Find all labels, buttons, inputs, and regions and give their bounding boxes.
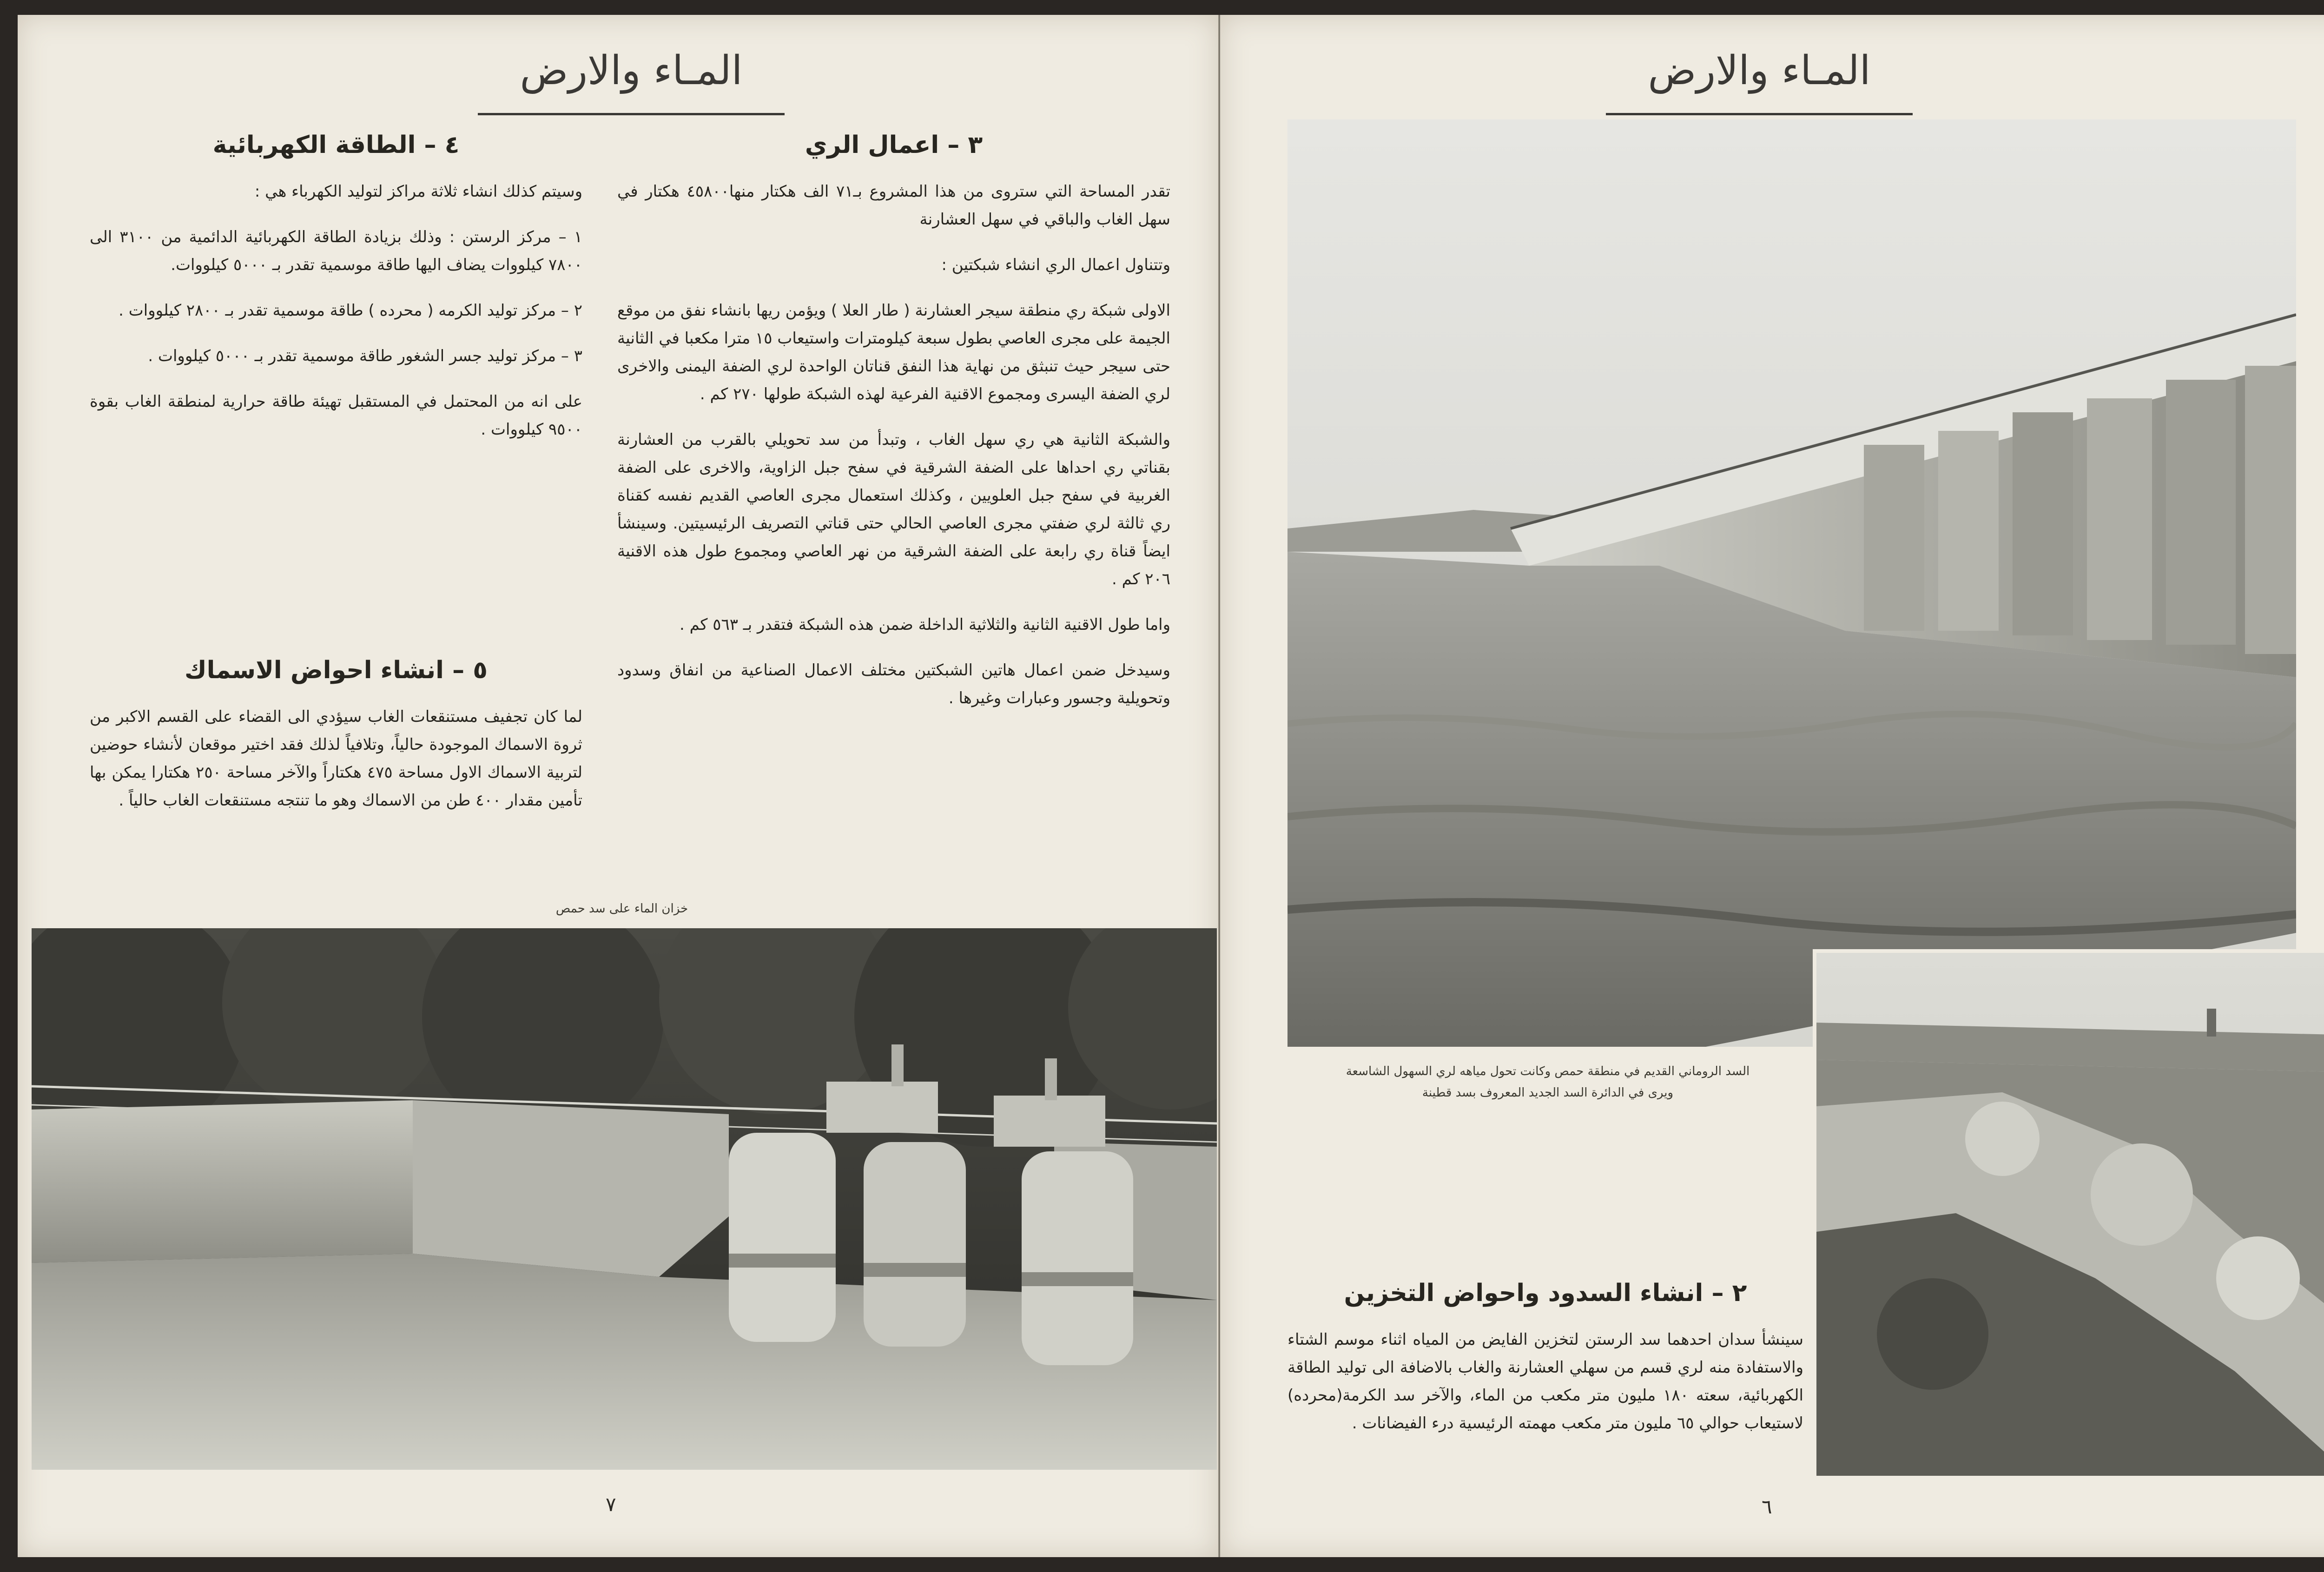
fish-title: ٥ – انشاء احواض الاسماك xyxy=(185,656,488,684)
page-number: ٦ xyxy=(1762,1495,1772,1518)
reservoir-photo xyxy=(32,928,1217,1470)
header-rule xyxy=(478,113,785,115)
page-header xyxy=(1587,43,1931,122)
right-page xyxy=(1220,15,2324,1557)
reservoir-photo-image xyxy=(32,928,1217,1470)
irrigation-title: ٣ – اعمال الري xyxy=(805,131,983,159)
electric-paragraph: على انه من المحتمل في المستقبل تهيئة طاقة حرارية لمنطقة الغاب بقوة ٩٥٠٠ كيلووات . xyxy=(90,392,582,439)
roman-dam-photo-caption xyxy=(1287,1061,1808,1103)
irrigation-paragraph: واما طول الاقنية الثانية والثلاثية الداخلة ضمن هذه الشبكة فتقدر بـ ٥٦٣ كم . xyxy=(679,615,1170,634)
irrigation-paragraph: الاولى شبكة ري منطقة سيجر العشارنة ( طار العلا ) ويؤمن ريها بانشاء نفق من موقع الجيمة على مجرى العاصي بطول سبعة كيلومترات واستيعاب ١٥ مترا مكعبا في الثانية حتى سيجر حيث تنبثق من نهاية هذا النفق قناتان الواحدة لري الضفة اليمنى والاخرى لري الضفة اليسرى ومجموع الاقنية الفرعية لهذه الشبكة طولها ٢٧٠ كم . xyxy=(617,301,1170,403)
electric-section xyxy=(90,131,582,461)
electric-paragraph: ٢ – مركز توليد الكرمه ( محرده ) طاقة موسمية تقدر بـ ٢٨٠٠ كيلووات . xyxy=(119,301,582,320)
irrigation-section xyxy=(617,131,1170,730)
irrigation-paragraph: والشبكة الثانية هي ري سهل الغاب ، وتبدأ من سد تحويلي بالقرب من العشارنة بقناتي ري احداها على الضفة الشرقية في سفح جبل الزاوية، والاخرى على الضفة الغربية في سفح جبل العلويين ، وكذلك استعمال مجرى العاصي القديم نفسه كقناة ري ثالثة لري ضفتي مجرى العاصي الحالي حتى قناتي التصريف الرئيسيتين. وسينشأ ايضاً قناة ري رابعة على الضفة الشرقية من نهر العاصي ومجموع طول هذه الاقنية ٢٠٦ كم . xyxy=(617,430,1170,588)
left-page xyxy=(18,15,1218,1557)
caption-line: السد الروماني القديم في منطقة حمص وكانت تحول مياهه لري السهول الشاسعة xyxy=(1346,1064,1750,1078)
electric-paragraph: وسيتم كذلك انشاء ثلاثة مراكز لتوليد الكهرباء هي : xyxy=(254,182,582,201)
fish-section xyxy=(90,656,582,832)
caption-line: ويرى في الدائرة السد الجديد المعروف بسد قطينة xyxy=(1422,1086,1674,1100)
roman-dam-photo xyxy=(1287,119,2296,1047)
roman-dam-photo-image xyxy=(1287,119,2296,1047)
electric-paragraph: ١ – مركز الرستن : وذلك بزيادة الطاقة الكهربائية الدائمية من ٣١٠٠ الى ٧٨٠٠ كيلووات يضاف اليها طاقة موسمية تقدر بـ ٥٠٠٠ كيلووات. xyxy=(90,228,583,274)
dams-title: ٢ – انشاء السدود واحواض التخزين xyxy=(1344,1279,1747,1307)
page-header xyxy=(459,43,803,122)
electric-paragraph: ٣ – مركز توليد جسر الشغور طاقة موسمية تقدر بـ ٥٠٠٠ كيلووات . xyxy=(148,347,582,365)
reservoir-photo-caption: خزان الماء على سد حمص xyxy=(555,902,688,916)
qattinah-dam-inset-photo xyxy=(1813,949,2324,1480)
electric-title: ٤ – الطاقة الكهربائية xyxy=(212,131,460,159)
dams-section xyxy=(1287,1279,1803,1455)
irrigation-paragraph: وتتناول اعمال الري انشاء شبكتين : xyxy=(941,256,1170,274)
irrigation-paragraph: وسيدخل ضمن اعمال هاتين الشبكتين مختلف الاعمال الصناعية من انفاق وسدود وتحويلية وجسور وعبارات وغيرها . xyxy=(617,661,1170,707)
dams-paragraph: سينشأ سدان احدهما سد الرستن لتخزين الفايض من المياه اثناء موسم الشتاء والاستفادة منه لري قسم من سهلي العشارنة والغاب بالاضافة الى توليد الطاقة الكهربائية، سعته ١٨٠ مليون متر مكعب من الماء، والآخر سد الكرمة(محرده) لاستيعاب حوالي ٦٥ مليون متر مكعب مهمته الرئيسية درء الفيضانات . xyxy=(1287,1330,1803,1433)
header-rule xyxy=(1606,113,1913,115)
fish-paragraph: لما كان تجفيف مستنقعات الغاب سيؤدي الى القضاء على القسم الاكبر من ثروة الاسماك الموجودة حالياً، وتلافياً لذلك فقد اختير موقعان لأنشاء حوضين لتربية الاسماك الاول مساحة ٤٧٥ هكتاراً والآخر مساحة ٢٥٠ هكتارا يمكن بها تأمين مقدار ٤٠٠ طن من الاسماك وهو ما تنتجه مستنقعات الغاب حالياً . xyxy=(90,707,582,810)
header-title: المـاء والارض xyxy=(520,47,743,94)
irrigation-paragraph: تقدر المساحة التي ستروى من هذا المشروع بـ٧١ الف هكتار منها٤٥٨٠٠ هكتار في سهل الغاب والباقي في سهل العشارنة xyxy=(617,182,1171,229)
qattinah-dam-inset-image xyxy=(1816,953,2324,1476)
page-number: ٧ xyxy=(606,1493,616,1516)
header-title: المـاء والارض xyxy=(1648,47,1871,94)
